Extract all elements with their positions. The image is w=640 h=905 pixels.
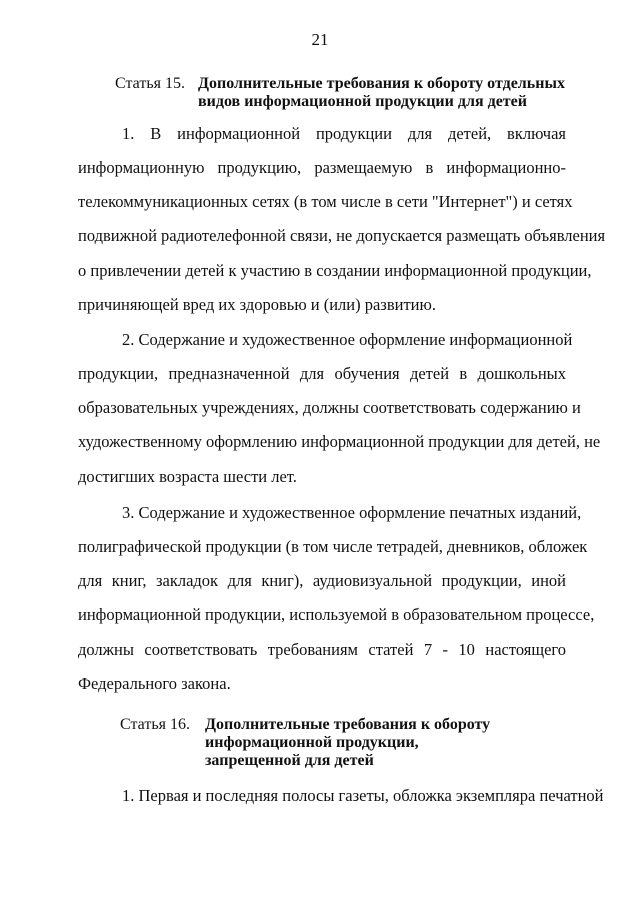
page-number: 21 (311, 30, 329, 49)
text-line: информационную продукцию, размещаемую в информационно- (78, 158, 566, 177)
text-line: информационной продукции, используемой в образовательном процессе, (78, 605, 595, 624)
text-line: 3. Содержание и художественное оформление печатных изданий, (122, 503, 582, 522)
article-16-title-line: запрещенной для детей (205, 752, 374, 769)
text-line: подвижной радиотелефонной связи, не допускается размещать объявления (78, 226, 606, 245)
article-16-title-line: информационной продукции, (205, 734, 419, 751)
text-line: 1. В информационной продукции для детей, включая (122, 124, 566, 143)
text-line: художественному оформлению информационной продукции для детей, не (78, 432, 601, 451)
article-15-title (198, 75, 598, 111)
text-line: продукции, предназначенной для обучения детей в дошкольных (78, 364, 566, 383)
article-16-label: Статья 16. (120, 716, 190, 733)
text-line: телекоммуникационных сетях (в том числе в сети "Интернет") и сетях (78, 192, 573, 211)
text-line: причиняющей вред их здоровью и (или) развитию. (78, 295, 436, 314)
text-line: 1. Первая и последняя полосы газеты, обложка экземпляра печатной (122, 786, 604, 805)
text-line: образовательных учреждениях, должны соответствовать содержанию и (78, 398, 581, 417)
article-15-title-line: Дополнительные требования к обороту отдельных (198, 75, 565, 92)
text-line: должны соответствовать требованиям статей 7 - 10 настоящего (78, 640, 566, 659)
text-line: 2. Содержание и художественное оформление информационной (122, 330, 573, 349)
article-15-title-line: видов информационной продукции для детей (198, 93, 527, 110)
text-line: для книг, закладок для книг), аудиовизуальной продукции, иной (78, 571, 566, 590)
article-16-title (205, 716, 605, 770)
text-line: Федерального закона. (78, 674, 231, 693)
article-15-label: Статья 15. (115, 75, 185, 92)
article-16-title-line: Дополнительные требования к обороту (205, 716, 491, 733)
text-line: достигших возраста шести лет. (78, 467, 297, 486)
text-line: полиграфической продукции (в том числе тетрадей, дневников, обложек (78, 537, 588, 556)
text-line: о привлечении детей к участию в создании информационной продукции, (78, 261, 592, 280)
